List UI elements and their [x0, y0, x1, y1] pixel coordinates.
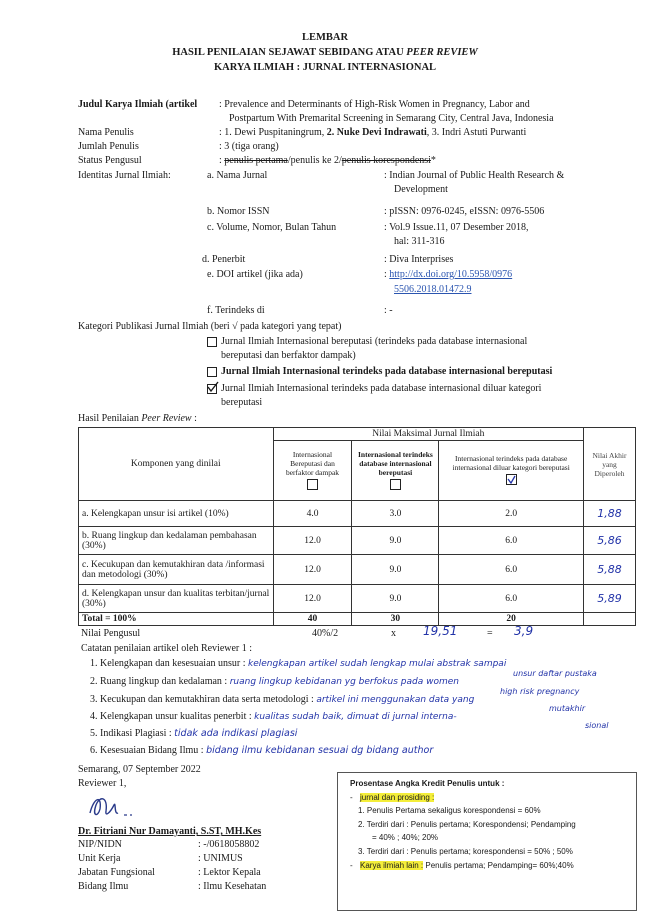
- doi-value: [384, 269, 512, 281]
- check-mark-icon: [207, 381, 219, 393]
- row-score: 5,88: [584, 555, 636, 585]
- field-label: Bidang Ilmu: [78, 881, 129, 892]
- judul-label: Judul Karya Ilmiah (artikel: [78, 99, 198, 110]
- total-label: Total = 100%: [79, 613, 274, 626]
- title-line2: [0, 47, 650, 58]
- sub1-checkbox[interactable]: [307, 479, 318, 490]
- doi-label: e. DOI artikel (jika ada): [207, 269, 303, 280]
- kredit-title: Prosentase Angka Kredit Penulis untuk :: [350, 779, 505, 788]
- check-mark-icon: [507, 475, 516, 484]
- catatan-item-3: [90, 694, 474, 706]
- pengusul-label: Nilai Pengusul: [81, 628, 141, 639]
- table-row-total: [79, 613, 636, 626]
- sub2-text: Internasional terindeks database internasional bereputasi: [357, 449, 433, 477]
- row-label: d. Kelengkapan unsur dan kualitas terbitan/jurnal (30%): [79, 585, 274, 613]
- catatan-item-2: [90, 676, 459, 688]
- identitas-label: Identitas Jurnal Ilmiah:: [78, 170, 171, 181]
- kategori-opt2: Jurnal Ilmiah Internasional terindeks pada database internasional bereputasi: [221, 366, 553, 377]
- row-label: a. Kelengkapan unsur isi artikel (10%): [79, 501, 274, 527]
- kredit-lain: [360, 861, 574, 870]
- review-title-b: Peer Review: [141, 413, 192, 424]
- catatan-hand-2: sional: [585, 721, 609, 730]
- header-sub2: [352, 441, 439, 501]
- field-value: : Ilmu Kesehatan: [198, 881, 267, 892]
- kredit-box: [337, 772, 637, 911]
- signature-icon: [84, 791, 144, 823]
- kredit-lain-label: Karya ilmiah lain :: [360, 861, 424, 870]
- row-v3: 6.0: [439, 555, 584, 585]
- table-row: [79, 501, 636, 527]
- pengusul-result: 3,9: [514, 624, 534, 638]
- status-mid: /penulis ke 2/: [287, 155, 342, 166]
- kredit-item-3: 3. Terdiri dari : Penulis pertama; korespondensi = 50% ; 50%: [358, 847, 573, 856]
- catatan-label: 6. Kesesuaian Bidang Ilmu :: [90, 745, 207, 756]
- status-label: Status Pengusul: [78, 155, 142, 166]
- row-v1: 12.0: [273, 555, 352, 585]
- total-v1: 40: [273, 613, 352, 626]
- pengusul-value: 19,51: [423, 624, 458, 638]
- row-v1: 12.0: [273, 527, 352, 555]
- jumlah-value: : 3 (tiga orang): [219, 141, 279, 152]
- sub1-text: Internasional Bereputasi dan berfaktor dampak: [285, 449, 340, 477]
- nama-b: 2. Nuke Devi Indrawati: [326, 127, 427, 138]
- nama-label: Nama Penulis: [78, 127, 134, 138]
- catatan-item-6: [90, 745, 433, 757]
- nama-a: : 1. Dewi Puspitaningrum,: [219, 127, 327, 138]
- row-v2: 9.0: [352, 585, 439, 613]
- kredit-dash-1: -: [350, 793, 353, 802]
- nama-jurnal-value-1: : Indian Journal of Public Health Research &: [384, 170, 565, 181]
- kredit-item-2a: 2. Terdiri dari : Penulis pertama; Korespondensi; Pendamping: [358, 820, 576, 829]
- issn-label: b. Nomor ISSN: [207, 206, 270, 217]
- catatan-hand-2: unsur daftar pustaka: [513, 669, 597, 678]
- place-date: Semarang, 07 September 2022: [78, 764, 201, 775]
- status-value: [219, 155, 436, 167]
- pengusul-x: x: [391, 628, 396, 639]
- kredit-item-2b: = 40% ; 40%; 20%: [372, 833, 439, 842]
- volume-value-1: : Vol.9 Issue.11, 07 Desember 2018,: [384, 222, 529, 233]
- row-v1: 12.0: [273, 585, 352, 613]
- table-row: [79, 527, 636, 555]
- catatan-hand: tidak ada indikasi plagiasi: [174, 728, 298, 739]
- field-value: : Lektor Kepala: [198, 867, 261, 878]
- judul-value-2: Postpartum With Premarital Screening in Semarang City, Central Java, Indonesia: [229, 113, 554, 124]
- kategori-title: Kategori Publikasi Jurnal Ilmiah (beri √ pada kategori yang tepat): [78, 321, 342, 332]
- sub3-text: Internasional terindeks pada database internasional diluar kategori bereputasi: [452, 454, 570, 472]
- catatan-label: 5. Indikasi Plagiasi :: [90, 728, 175, 739]
- field-label: Jabatan Fungsional: [78, 867, 155, 878]
- kategori-opt1-b: bereputasi dan berfaktor dampak): [221, 350, 356, 361]
- title-line3: KARYA ILMIAH : JURNAL INTERNASIONAL: [213, 62, 437, 73]
- catatan-label: 1. Kelengkapan dan kesesuaian unsur :: [90, 658, 249, 669]
- kategori-opt3-a: Jurnal Ilmiah Internasional terindeks pada database internasional diluar kategori: [221, 383, 542, 394]
- catatan-hand: artikel ini menggunakan data yang: [316, 695, 475, 705]
- row-v2: 9.0: [352, 555, 439, 585]
- volume-value-2: hal: 311-316: [394, 236, 445, 247]
- review-title: [78, 413, 197, 425]
- row-score: 5,86: [584, 527, 636, 555]
- row-v2: 3.0: [352, 501, 439, 527]
- doi-link-2[interactable]: 5506.2018.01472.9: [394, 284, 472, 295]
- row-v1: 4.0: [273, 501, 352, 527]
- row-score: 5,89: [584, 585, 636, 613]
- field-label: Unit Kerja: [78, 853, 121, 864]
- review-title-c: :: [191, 413, 197, 424]
- jumlah-label: Jumlah Penulis: [78, 141, 139, 152]
- header-sub1: [273, 441, 352, 501]
- nama-jurnal-label: a. Nama Jurnal: [207, 170, 268, 181]
- judul-value-1: : Prevalence and Determinants of High-Risk Women in Pregnancy, Labor and: [219, 99, 530, 110]
- header-nilai-akhir: Nilai Akhir yang Diperoleh: [584, 428, 636, 501]
- doi-link-1[interactable]: http://dx.doi.org/10.5958/0976: [389, 269, 513, 280]
- catatan-hand: ruang lingkup kebidanan yg berfokus pada women: [229, 677, 459, 687]
- status-end: *: [430, 155, 436, 166]
- header-sub3: [439, 441, 584, 501]
- row-v2: 9.0: [352, 527, 439, 555]
- pengusul-frac: 40%/2: [312, 628, 339, 639]
- penerbit-label: d. Penerbit: [202, 254, 246, 265]
- kredit-jurnal-label: jurnal dan prosiding :: [360, 793, 435, 802]
- catatan-hand: kualitas sudah baik, dimuat di jurnal interna-: [254, 712, 457, 722]
- reviewer-label: Reviewer 1,: [78, 778, 127, 789]
- checkbox-opt1[interactable]: [207, 337, 217, 347]
- penerbit-value: : Diva Interprises: [384, 254, 454, 265]
- kredit-item-1: 1. Penulis Pertama sekaligus korespondensi = 60%: [358, 806, 541, 815]
- catatan-hand: bidang ilmu kebidanan sesuai dg bidang author: [206, 745, 434, 756]
- reviewer-name: Dr. Fitriani Nur Damayanti, S.ST, MH.Kes: [78, 826, 262, 837]
- title-line1: LEMBAR: [301, 32, 349, 43]
- title-line2-a: HASIL PENILAIAN SEJAWAT SEBIDANG ATAU: [172, 47, 407, 58]
- issn-value: : pISSN: 0976-0245, eISSN: 0976-5506: [384, 206, 545, 217]
- catatan-label: 4. Kelengkapan unsur kualitas penerbit :: [90, 711, 255, 722]
- table-row: [79, 585, 636, 613]
- review-title-a: Hasil Penilaian: [78, 413, 142, 424]
- total-empty: [584, 613, 636, 626]
- nama-c: , 3. Indri Astuti Purwanti: [426, 127, 527, 138]
- status-strike-1: penulis pertama: [224, 155, 288, 166]
- catatan-item-1: [90, 658, 506, 670]
- nama-value: [219, 127, 526, 139]
- field-label: NIP/NIDN: [78, 839, 122, 850]
- status-colon: :: [219, 155, 225, 166]
- checkbox-opt2[interactable]: [207, 367, 217, 377]
- terindeks-label: f. Terindeks di: [207, 305, 265, 316]
- catatan-title: Catatan penilaian artikel oleh Reviewer 1 :: [81, 643, 253, 654]
- kategori-opt1-a: Jurnal Ilmiah Internasional bereputasi (terindeks pada database internasional: [221, 336, 528, 347]
- checkbox-opt3-checked[interactable]: [207, 384, 217, 394]
- status-strike-2: penulis korespondensi: [341, 155, 431, 166]
- catatan-label: 3. Kecukupan dan kemutakhiran data serta metodologi :: [90, 694, 317, 705]
- row-v3: 2.0: [439, 501, 584, 527]
- sub2-checkbox[interactable]: [390, 479, 401, 490]
- nama-jurnal-value-2: Development: [394, 184, 448, 195]
- volume-label: c. Volume, Nomor, Bulan Tahun: [207, 222, 337, 233]
- field-value: : -/0618058802: [198, 839, 260, 850]
- row-v3: 6.0: [439, 585, 584, 613]
- catatan-label: 2. Ruang lingkup dan kedalaman :: [90, 676, 230, 687]
- kategori-opt3-b: bereputasi: [221, 397, 263, 408]
- catatan-hand-2: high risk pregnancy: [500, 687, 580, 696]
- row-v3: 6.0: [439, 527, 584, 555]
- table-row: [79, 555, 636, 585]
- total-v3: 20: [439, 613, 584, 626]
- pengusul-eq: =: [487, 628, 493, 639]
- review-table: [78, 427, 636, 626]
- kredit-dash-2: -: [350, 861, 353, 870]
- sub3-checkbox-checked[interactable]: [506, 474, 517, 485]
- header-komponen: Komponen yang dinilai: [79, 428, 274, 501]
- row-label: c. Kecukupan dan kemutakhiran data /informasi dan metodologi (30%): [79, 555, 274, 585]
- title-line2-b: PEER REVIEW: [406, 47, 478, 58]
- row-label: b. Ruang lingkup dan kedalaman pembahasan (30%): [79, 527, 274, 555]
- catatan-item-5: [90, 728, 297, 740]
- doi-colon: :: [384, 269, 390, 280]
- catatan-item-4: [90, 711, 457, 723]
- total-v2: 30: [352, 613, 439, 626]
- kredit-lain-rest: Penulis pertama; Pendamping= 60%;40%: [423, 861, 574, 870]
- catatan-hand-2: mutakhir: [549, 704, 586, 713]
- row-score: 1,88: [584, 501, 636, 527]
- catatan-hand: kelengkapan artikel sudah lengkap mulai abstrak sampai: [248, 659, 507, 669]
- field-value: : UNIMUS: [198, 853, 243, 864]
- terindeks-value: : -: [384, 305, 393, 316]
- header-nilai-maks: Nilai Maksimal Jurnal Ilmiah: [273, 428, 583, 441]
